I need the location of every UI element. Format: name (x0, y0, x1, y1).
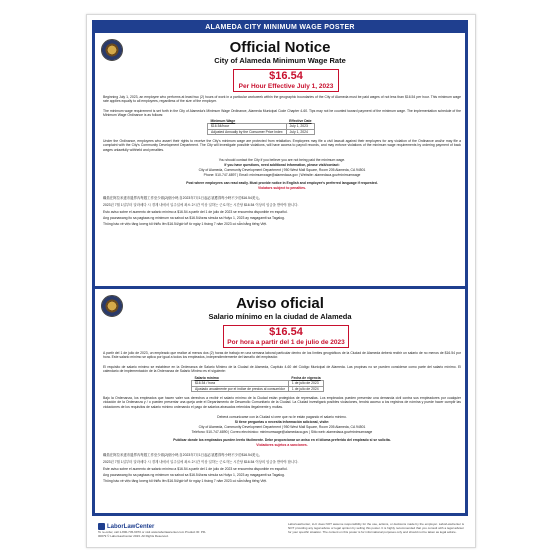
english-contact-2: If you have questions, need additional information, please visit/contact: (224, 163, 340, 167)
poster-footer (92, 521, 468, 543)
table-cell: Adjusted Annually by the Consumer Price Index (208, 129, 287, 134)
english-vietnamese-line: Thông báo về việc tăng lương tối thiểu lên $16.54/giờ kể từ ngày 1 tháng 7 năm 2023 có sẵn bằng tiếng Việt. (103, 222, 268, 226)
wage-poster (86, 14, 476, 548)
table-header: Minimum Wage (210, 119, 236, 123)
spanish-penalty-notice: Violadores sujetos a sanciones. (256, 443, 308, 447)
spanish-wage-box (223, 325, 349, 348)
english-subtitle: City of Alameda Minimum Wage Rate (214, 56, 346, 65)
english-spanish-line: Esto aviso sobre el aumento de salario mínimo a $16.54 a partir del 1 de julio de 2023 se encuentra disponible en español. (103, 210, 288, 214)
english-wage-amount: $16.54 (269, 70, 303, 82)
english-title: Official Notice (229, 39, 331, 56)
english-chinese-line: 職員在阿拉米達市邊界內每週工作至少兩(2)個小時,自2023年7月1日起必須獲得每小時不少於$16.54美元。 (103, 196, 263, 200)
spanish-wage-effective: Por hora a partir del 1 de julio de 2023 (227, 339, 345, 346)
english-paragraph-2: The minimum wage requirement is set forth in the City of Alameda's Minimum Wage Ordinance, Alameda Municipal Code Chapter 4-60. Tips may not be counted toward payment of the minimum wage. The implementation schedule of the Minimum Wage Ordinance is as follows: (103, 109, 461, 118)
table-cell: July 1, 2023 (286, 124, 314, 129)
english-contact-3: City of Alameda, Community Development Department | 950 West Mall Square, Room 205 Alameda, CA 94501 (198, 168, 366, 172)
footer-disclaimer: LaborLawCenter, LLC does NOT assume responsibility for the use, actions, or decisions made by the employer. LaborLawCenter is NOT providing any legal advice or legal opinion by selling this poster. It is highly recommended that you consult with a legal advisor for your specific situation. The content on this poster is for informational purposes only and should not be taken as legal advice. (288, 522, 464, 534)
spanish-paragraph-3: Bajo la Ordenanza, los empleados que hacen valer sus derechos a recibir el salario mínimo de la Ciudad están protegidos de represalias. Los empleados pueden presentar una demanda civil contra sus empleadores por cualquier violación de la Ordenanza y / o pueden presentar una queja ante el Departamento de Desarrollo Comunitario de la Ciudad. La Ciudad investigará posibles violaciones, tendrá acceso a los registros de nómina y puede hacer cumplir las violaciones de los requisitos de salario mínimo ordenando el pago de salarios atrasados retenidos ilegalmente y multas. (103, 396, 461, 409)
table-header: Effective Date (289, 119, 312, 123)
spanish-korean-line: 2023년 7월 1일부터 알라메다 시 경계 내에서 일주일에 최소 2시간 이상 일하는 근로자는 시간당 $16.54 이상의 임금을 받아야 합니다. (103, 460, 299, 464)
table-cell: 1 de julio de 2023 (288, 381, 323, 386)
english-korean-line: 2023년 7월 1일부터 알라메다 시 경계 내에서 일주일에 최소 2시간 이상 일하는 근로자는 시간당 $16.54 이상의 임금을 받아야 합니다. (103, 203, 299, 207)
spanish-subtitle: Salario mínimo en la ciudad de Alameda (208, 312, 352, 321)
spanish-wage-amount: $16.54 (269, 326, 303, 338)
english-wage-box (233, 69, 339, 92)
spanish-post-notice: Publicar donde los empleados pueden leerlo fácilmente. Debe proporcionar un aviso en el idioma preferido del empleado si se solicita. (173, 438, 391, 442)
table-cell: 1 de julio de 2024 (288, 386, 323, 391)
footer-reorder-text: To re-order, call 1-800-745-9970 or visit www.laborlawcenter.com Product ID: PR-00079 © LaborLawCenter 2023. All Rights Reserved. (98, 530, 207, 538)
spanish-title: Aviso oficial (236, 295, 324, 312)
spanish-contact-2: Si tiene preguntas o necesita información adicional, visite: (234, 420, 330, 424)
spanish-schedule-table (191, 376, 324, 392)
spanish-contact-4: Teléfono: 510-747-6890 | Correo electrónico: minimumwage@alamedaca.gov | Sitio web: alamedaca.gov/minimumwage (191, 430, 373, 434)
english-wage-effective: Per Hour Effective July 1, 2023 (238, 83, 334, 90)
english-post-notice: Post where employees can read easily. Must provide notice in English and employee's preferred language if requested. (186, 181, 378, 185)
spanish-spanish-line: Este aviso sobre el aumento de salario mínimo a $16.54 a partir del 1 de julio de 2023 se encuentra disponible en español. (103, 467, 288, 471)
logo-text: LaborLawCenter (107, 524, 155, 531)
english-tagalog-line: Ang paunawang ito sa pagtaas ng minimum na sahod sa $16.54/oras simula sa Hulyo 1, 2023 ay magagamit sa Tagalog. (103, 216, 285, 220)
table-cell: $16.54/hour (208, 124, 287, 129)
table-cell: $16.54 / hora (192, 381, 289, 386)
spanish-vietnamese-line: Thông báo về việc tăng lương tối thiểu lên $16.54/giờ kể từ ngày 1 tháng 7 năm 2023 có sẵn bằng tiếng Việt. (103, 479, 268, 483)
spanish-paragraph-1: A partir del 1 de julio de 2023, un empleado que realice al menos dos (2) horas de trabajo en una semana laboral particular dentro de los límites geográficos de la Ciudad de Alameda deberá recibir un salario de no menos de $16.54 por hora. Este salario mínimo se aplica por igual a todos los empleados, independientemente del tamaño del empleador. (103, 351, 461, 360)
table-cell: July 1, 2024 (286, 129, 314, 134)
table-cell: Ajustado anualmente por el índice de precios al consumidor (192, 386, 289, 391)
english-schedule-table (207, 119, 315, 135)
table-header: Salario mínimo (194, 376, 219, 380)
english-contact-1: You should contact the City if you believe you are not being paid the minimum wage. (218, 158, 346, 162)
english-paragraph-3: Under the Ordinance, employees who assert their rights to receive the City's minimum wage are protected from retaliation. Employees may file a civil lawsuit against their employers for any violation of the Ordinance and/or may file a complaint with the City's Community Development Department. The City will investigate possible violations, will have access to payroll records, and may enforce violations of the minimum wage requirements by ordering payment of back wages unlawfully withheld and penalties. (103, 139, 461, 152)
section-divider (95, 286, 465, 289)
english-penalty-notice: Violators subject to penalties. (258, 186, 306, 190)
poster-frame (92, 20, 468, 516)
spanish-paragraph-2: El requisito de salario mínimo se establece en la Ordenanza de Salario Mínimo de la Ciudad de Alameda, Capítulo 4-60 del Código Municipal de Alameda. Las propinas no se pueden considerar como parte del salario mínimo. El calendario de implementación de la Ordenanza de Salario Mínimo es el siguiente: (103, 365, 461, 374)
spanish-chinese-line: 職員在阿拉米達市邊界內每週工作至少兩(2)個小時,自2023年7月1日起必須獲得每小時不少於$16.54美元。 (103, 453, 263, 457)
laborlawcenter-logo (98, 523, 154, 530)
spanish-contact-3: City of Alameda, Community Development Department | 950 West Mall Square, Room 205 Alameda, CA 94501 (198, 425, 366, 429)
spanish-contact-1: Deberá comunicarse con la Ciudad si cree que no le están pagando el salario mínimo. (217, 415, 347, 419)
table-header: Fecha de vigencia (291, 376, 321, 380)
poster-banner: ALAMEDA CITY MINIMUM WAGE POSTER (95, 23, 465, 33)
spanish-tagalog-line: Ang paunawang ito sa pagtaas ng minimum na sahod sa $16.54/oras simula sa Hulyo 1, 2023 ay magagamit sa Tagalog. (103, 473, 285, 477)
english-paragraph-1: Beginning July 1, 2023, an employee who performs at least two (2) hours of work in a particular workweek within the geographic boundaries of the City of Alameda must be paid wages of not less than $16.54 per hour. This minimum wage rate applies equally to all employees, regardless of the size of the employer. (103, 95, 461, 104)
english-contact-4: Phone: 510-747-6897 | Email: minimumwage@alamedaca.gov | Website: alamedaca.gov/minimumwage (203, 173, 361, 177)
logo-mark-icon (98, 523, 105, 530)
